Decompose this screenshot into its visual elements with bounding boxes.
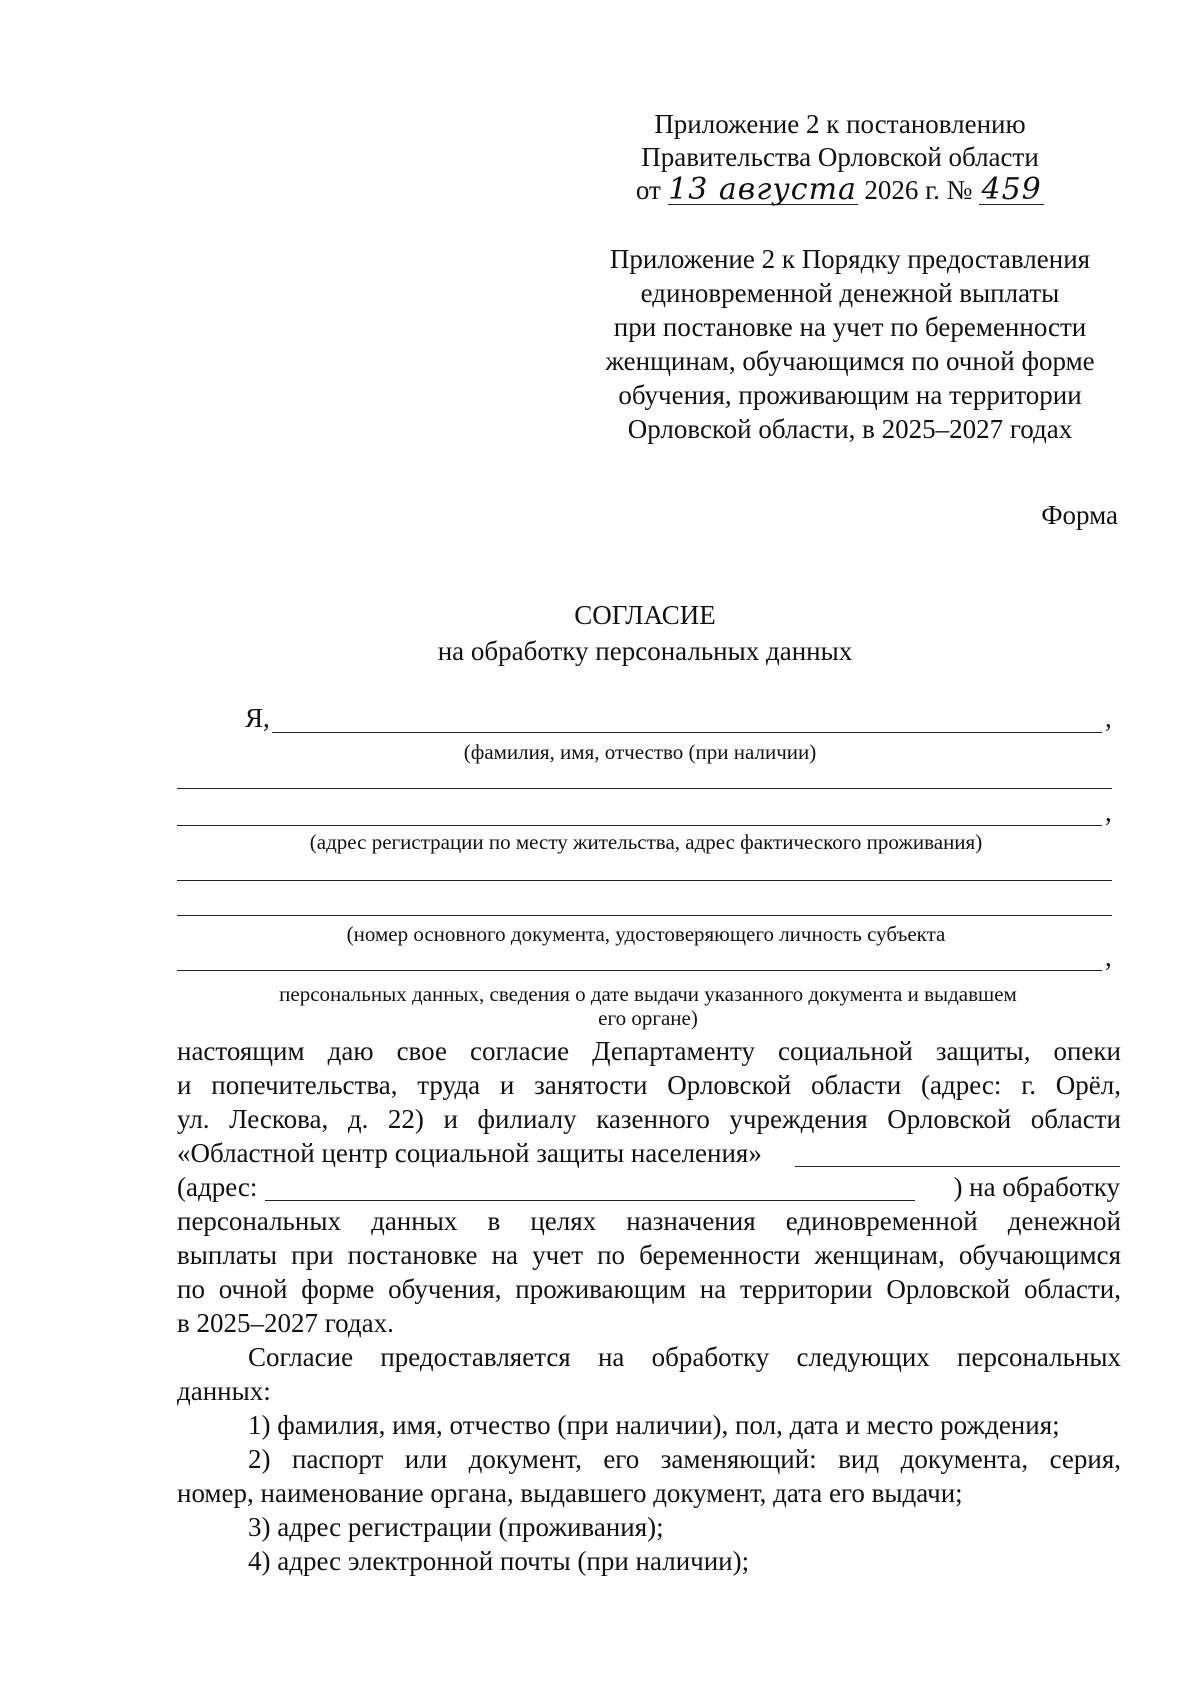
body-line: данных: [177, 1376, 271, 1406]
body-line: и попечительства, труда и занятости Орловской области (адрес: г. Орёл, [177, 1070, 1121, 1100]
document-field-3[interactable] [177, 970, 1102, 971]
resolution-appendix [600, 108, 1080, 207]
order-appendix-line: обучения, проживающим на территории [618, 380, 1082, 410]
name-caption: (фамилия, имя, отчество (при наличии) [463, 740, 817, 764]
address-prefix: (адрес: [177, 1172, 258, 1202]
address-field-1[interactable] [177, 788, 1112, 789]
document-comma: , [1105, 942, 1112, 972]
center-name-field[interactable] [795, 1166, 1120, 1167]
list-item: 4) адрес электронной почты (при наличии); [248, 1546, 750, 1576]
name-comma: , [1105, 703, 1112, 733]
body-line: настоящим даю свое согласие Департаменту социальной защиты, опеки [177, 1036, 1121, 1066]
name-prefix: Я, [245, 703, 270, 733]
handwritten-date: 13 августа [668, 172, 857, 207]
order-appendix-line: женщинам, обучающимся по очной форме [605, 346, 1095, 376]
list-item: 1) фамилия, имя, отчество (при наличии), пол, дата и место рождения; [248, 1410, 1060, 1440]
document-caption: (номер основного документа, удостоверяющего личность субъекта [346, 922, 946, 946]
document-field-2[interactable] [177, 915, 1112, 916]
document-subtitle: на обработку персональных данных [437, 636, 853, 666]
list-item-continuation: номер, наименование органа, выдавшего документ, дата его выдачи; [177, 1478, 963, 1508]
address-comma: , [1105, 797, 1112, 827]
body-line: «Областной центр социальной защиты населения» [177, 1138, 762, 1168]
order-appendix-line: при постановке на учет по беременности [613, 312, 1087, 342]
body-line: персональных данных в целях назначения единовременной денежной [177, 1206, 1121, 1236]
address-field-2[interactable] [177, 825, 1102, 826]
body-line: в 2025–2027 годах. [177, 1308, 394, 1338]
center-address-field[interactable] [265, 1200, 915, 1201]
document-caption-3: его органе) [598, 1006, 698, 1030]
body-line: по очной форме обучения, проживающим на территории Орловской области, [177, 1274, 1121, 1304]
document-caption-2: персональных данных, сведения о дате выдачи указанного документа и выдавшем [279, 982, 1017, 1006]
appendix-line-2: Правительства Орловской области [641, 142, 1039, 172]
body-line: ул. Лескова, д. 22) и филиалу казенного учреждения Орловской области [177, 1104, 1121, 1134]
list-item: 3) адрес регистрации (проживания); [248, 1512, 664, 1542]
document-title: СОГЛАСИЕ [574, 600, 716, 630]
date-prefix: от [635, 175, 661, 205]
appendix-line-1: Приложение 2 к постановлению [654, 109, 1026, 139]
resolution-date-line [600, 174, 1080, 207]
order-appendix-line: Орловской области, в 2025–2027 годах [627, 414, 1073, 444]
list-item: 2) паспорт или документ, его заменяющий: вид документа, серия, [248, 1444, 1121, 1474]
order-appendix [580, 242, 1120, 446]
handwritten-number: 459 [979, 176, 1044, 205]
order-appendix-line: Приложение 2 к Порядку предоставления [609, 244, 1091, 274]
body-line: выплаты при постановке на учет по беременности женщинам, обучающимся [177, 1240, 1121, 1270]
address-suffix: ) на обработку [953, 1172, 1120, 1202]
order-appendix-line: единовременной денежной выплаты [640, 278, 1060, 308]
name-field[interactable] [272, 732, 1102, 733]
document-field-1[interactable] [177, 880, 1112, 881]
body-line: Согласие предоставляется на обработку следующих персональных [248, 1342, 1121, 1372]
form-label: Форма [1041, 500, 1118, 530]
date-suffix: 2026 г. № [864, 175, 973, 205]
address-caption: (адрес регистрации по месту жительства, адрес фактического проживания) [309, 830, 983, 854]
